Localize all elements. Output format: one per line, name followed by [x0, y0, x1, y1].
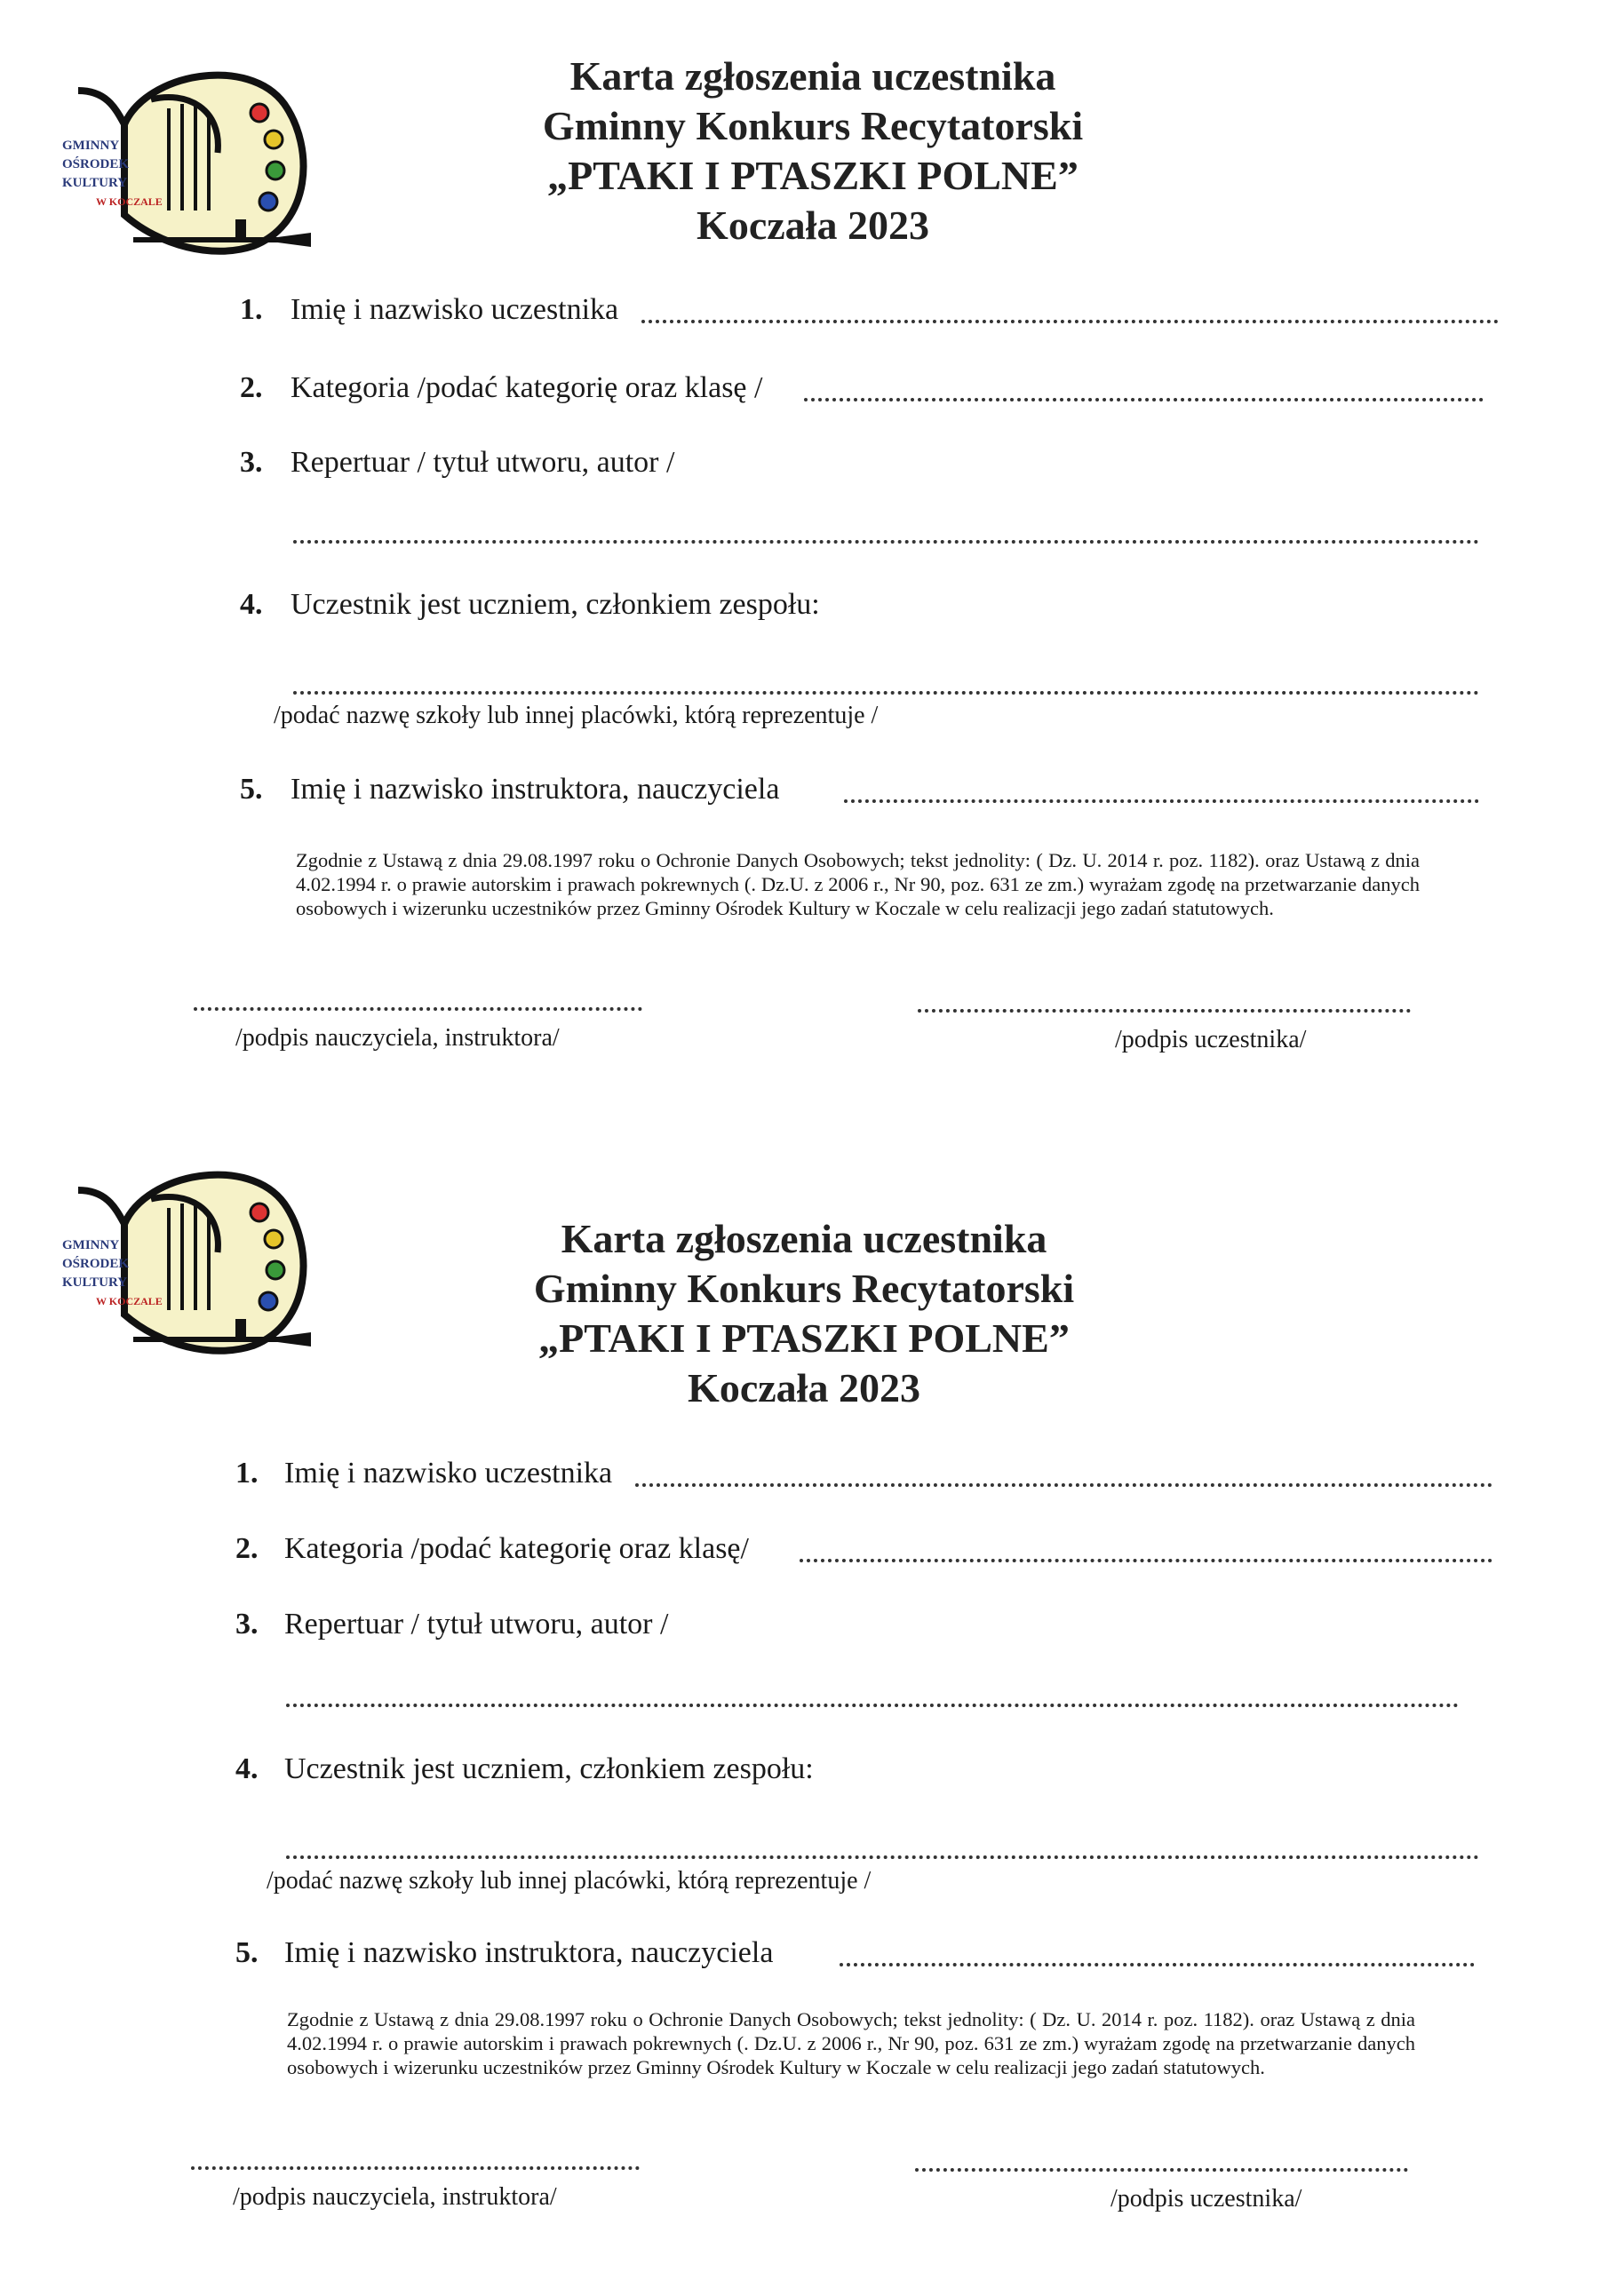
- category-label: Kategoria /podać kategorię oraz klasę/: [284, 1532, 749, 1565]
- form-title: Karta zgłoszenia uczestnika: [561, 1216, 1047, 1261]
- contest-place-year: Koczała 2023: [688, 1365, 920, 1410]
- membership-label: Uczestnik jest uczniem, członkiem zespołu:: [291, 588, 820, 621]
- participant-name-label: Imię i nazwisko uczestnika: [291, 293, 619, 326]
- participant-signature-field[interactable]: [918, 1005, 1411, 1013]
- logo-text-line: GMINNY: [62, 1238, 120, 1252]
- teacher-signature-field[interactable]: [194, 1004, 642, 1011]
- registration-card-2: [0, 1159, 1608, 2296]
- gdpr-consent-text: Zgodnie z Ustawą z dnia 29.08.1997 roku o Ochronie Danych Osobowych; tekst jednolity: ( Dz. U. 2014 r. poz. 1182). oraz Ustawą z dnia 4.02.1994 r. o prawie autorskim i prawach pokrewnych (. Dz.U. z 2006 r., Nr 90, poz. 631 ze zm.) wyrażam zgodę na przetwarzanie danych osobowych i wizerunku uczestników przez Gminny Ośrodek Kultury w Koczale w celu realizacji jego zadań statutowych.: [287, 2008, 1415, 2078]
- instructor-field[interactable]: [840, 1959, 1475, 1966]
- item-number: 4.: [240, 588, 263, 621]
- item-number: 1.: [235, 1457, 259, 1490]
- teacher-signature-label: /podpis nauczyciela, instruktora/: [233, 2183, 557, 2211]
- instructor-label: Imię i nazwisko instruktora, nauczyciela: [284, 1936, 774, 1969]
- school-field[interactable]: [286, 1852, 1479, 1859]
- participant-signature-label: /podpis uczestnika/: [1110, 2185, 1302, 2213]
- gok-koczala-logo: [62, 1155, 320, 1368]
- item-number: 5.: [235, 1936, 259, 1969]
- category-label: Kategoria /podać kategorię oraz klasę /: [291, 371, 763, 404]
- logo-text-line: KULTURY: [62, 1275, 128, 1290]
- logo-text-line: OŚRODEK: [62, 1257, 130, 1271]
- item-number: 2.: [235, 1532, 259, 1565]
- repertoire-field[interactable]: [286, 1700, 1459, 1707]
- item-number: 2.: [240, 371, 263, 404]
- category-field[interactable]: [800, 1555, 1493, 1562]
- participant-name-label: Imię i nazwisko uczestnika: [284, 1457, 613, 1490]
- logo-text-line: W KOCZALE: [96, 195, 163, 208]
- logo-text-line: OŚRODEK: [62, 157, 130, 171]
- repertoire-label: Repertuar / tytuł utworu, autor /: [284, 1608, 669, 1641]
- repertoire-field[interactable]: [293, 536, 1479, 544]
- instructor-field[interactable]: [844, 796, 1479, 803]
- category-field[interactable]: [804, 394, 1484, 401]
- item-number: 3.: [240, 446, 263, 479]
- gdpr-consent-text: Zgodnie z Ustawą z dnia 29.08.1997 roku o Ochronie Danych Osobowych; tekst jednolity: ( Dz. U. 2014 r. poz. 1182). oraz Ustawą z dnia 4.02.1994 r. o prawie autorskim i prawach pokrewnych (. Dz.U. z 2006 r., Nr 90, poz. 631 ze zm.) wyrażam zgodę na przetwarzanie danych osobowych i wizerunku uczestników przez Gminny Ośrodek Kultury w Koczale w celu realizacji jego zadań statutowych.: [296, 849, 1420, 919]
- repertoire-label: Repertuar / tytuł utworu, autor /: [291, 446, 675, 479]
- membership-label: Uczestnik jest uczniem, członkiem zespołu:: [284, 1752, 814, 1785]
- item-number: 1.: [240, 293, 263, 326]
- contest-theme: „PTAKI I PTASZKI POLNE”: [538, 1315, 1070, 1361]
- logo-text-line: KULTURY: [62, 176, 128, 190]
- logo-text-line: W KOCZALE: [96, 1295, 163, 1307]
- participant-name-field[interactable]: [641, 316, 1499, 323]
- item-number: 5.: [240, 773, 263, 806]
- contest-theme: „PTAKI I PTASZKI POLNE”: [547, 153, 1079, 198]
- participant-name-field[interactable]: [635, 1480, 1493, 1487]
- contest-place-year: Koczała 2023: [697, 203, 929, 248]
- school-hint: /podać nazwę szkoły lub innej placówki, którą reprezentuje /: [274, 702, 879, 729]
- form-title: Karta zgłoszenia uczestnika: [569, 53, 1056, 99]
- form-heading: [426, 52, 1199, 250]
- contest-name: Gminny Konkurs Recytatorski: [533, 1266, 1075, 1311]
- item-number: 4.: [235, 1752, 259, 1785]
- registration-card-1: [0, 0, 1608, 1137]
- logo-text-line: GMINNY: [62, 139, 120, 153]
- contest-name: Gminny Konkurs Recytatorski: [542, 103, 1084, 148]
- teacher-signature-field[interactable]: [191, 2163, 640, 2170]
- teacher-signature-label: /podpis nauczyciela, instruktora/: [235, 1024, 560, 1052]
- gok-koczala-logo: [62, 55, 320, 268]
- item-number: 3.: [235, 1608, 259, 1641]
- school-hint: /podać nazwę szkoły lub innej placówki, którą reprezentuje /: [267, 1867, 872, 1895]
- school-field[interactable]: [293, 687, 1479, 695]
- form-heading: [418, 1214, 1190, 1413]
- instructor-label: Imię i nazwisko instruktora, nauczyciela: [291, 773, 780, 806]
- participant-signature-label: /podpis uczestnika/: [1115, 1026, 1307, 1053]
- participant-signature-field[interactable]: [915, 2165, 1408, 2172]
